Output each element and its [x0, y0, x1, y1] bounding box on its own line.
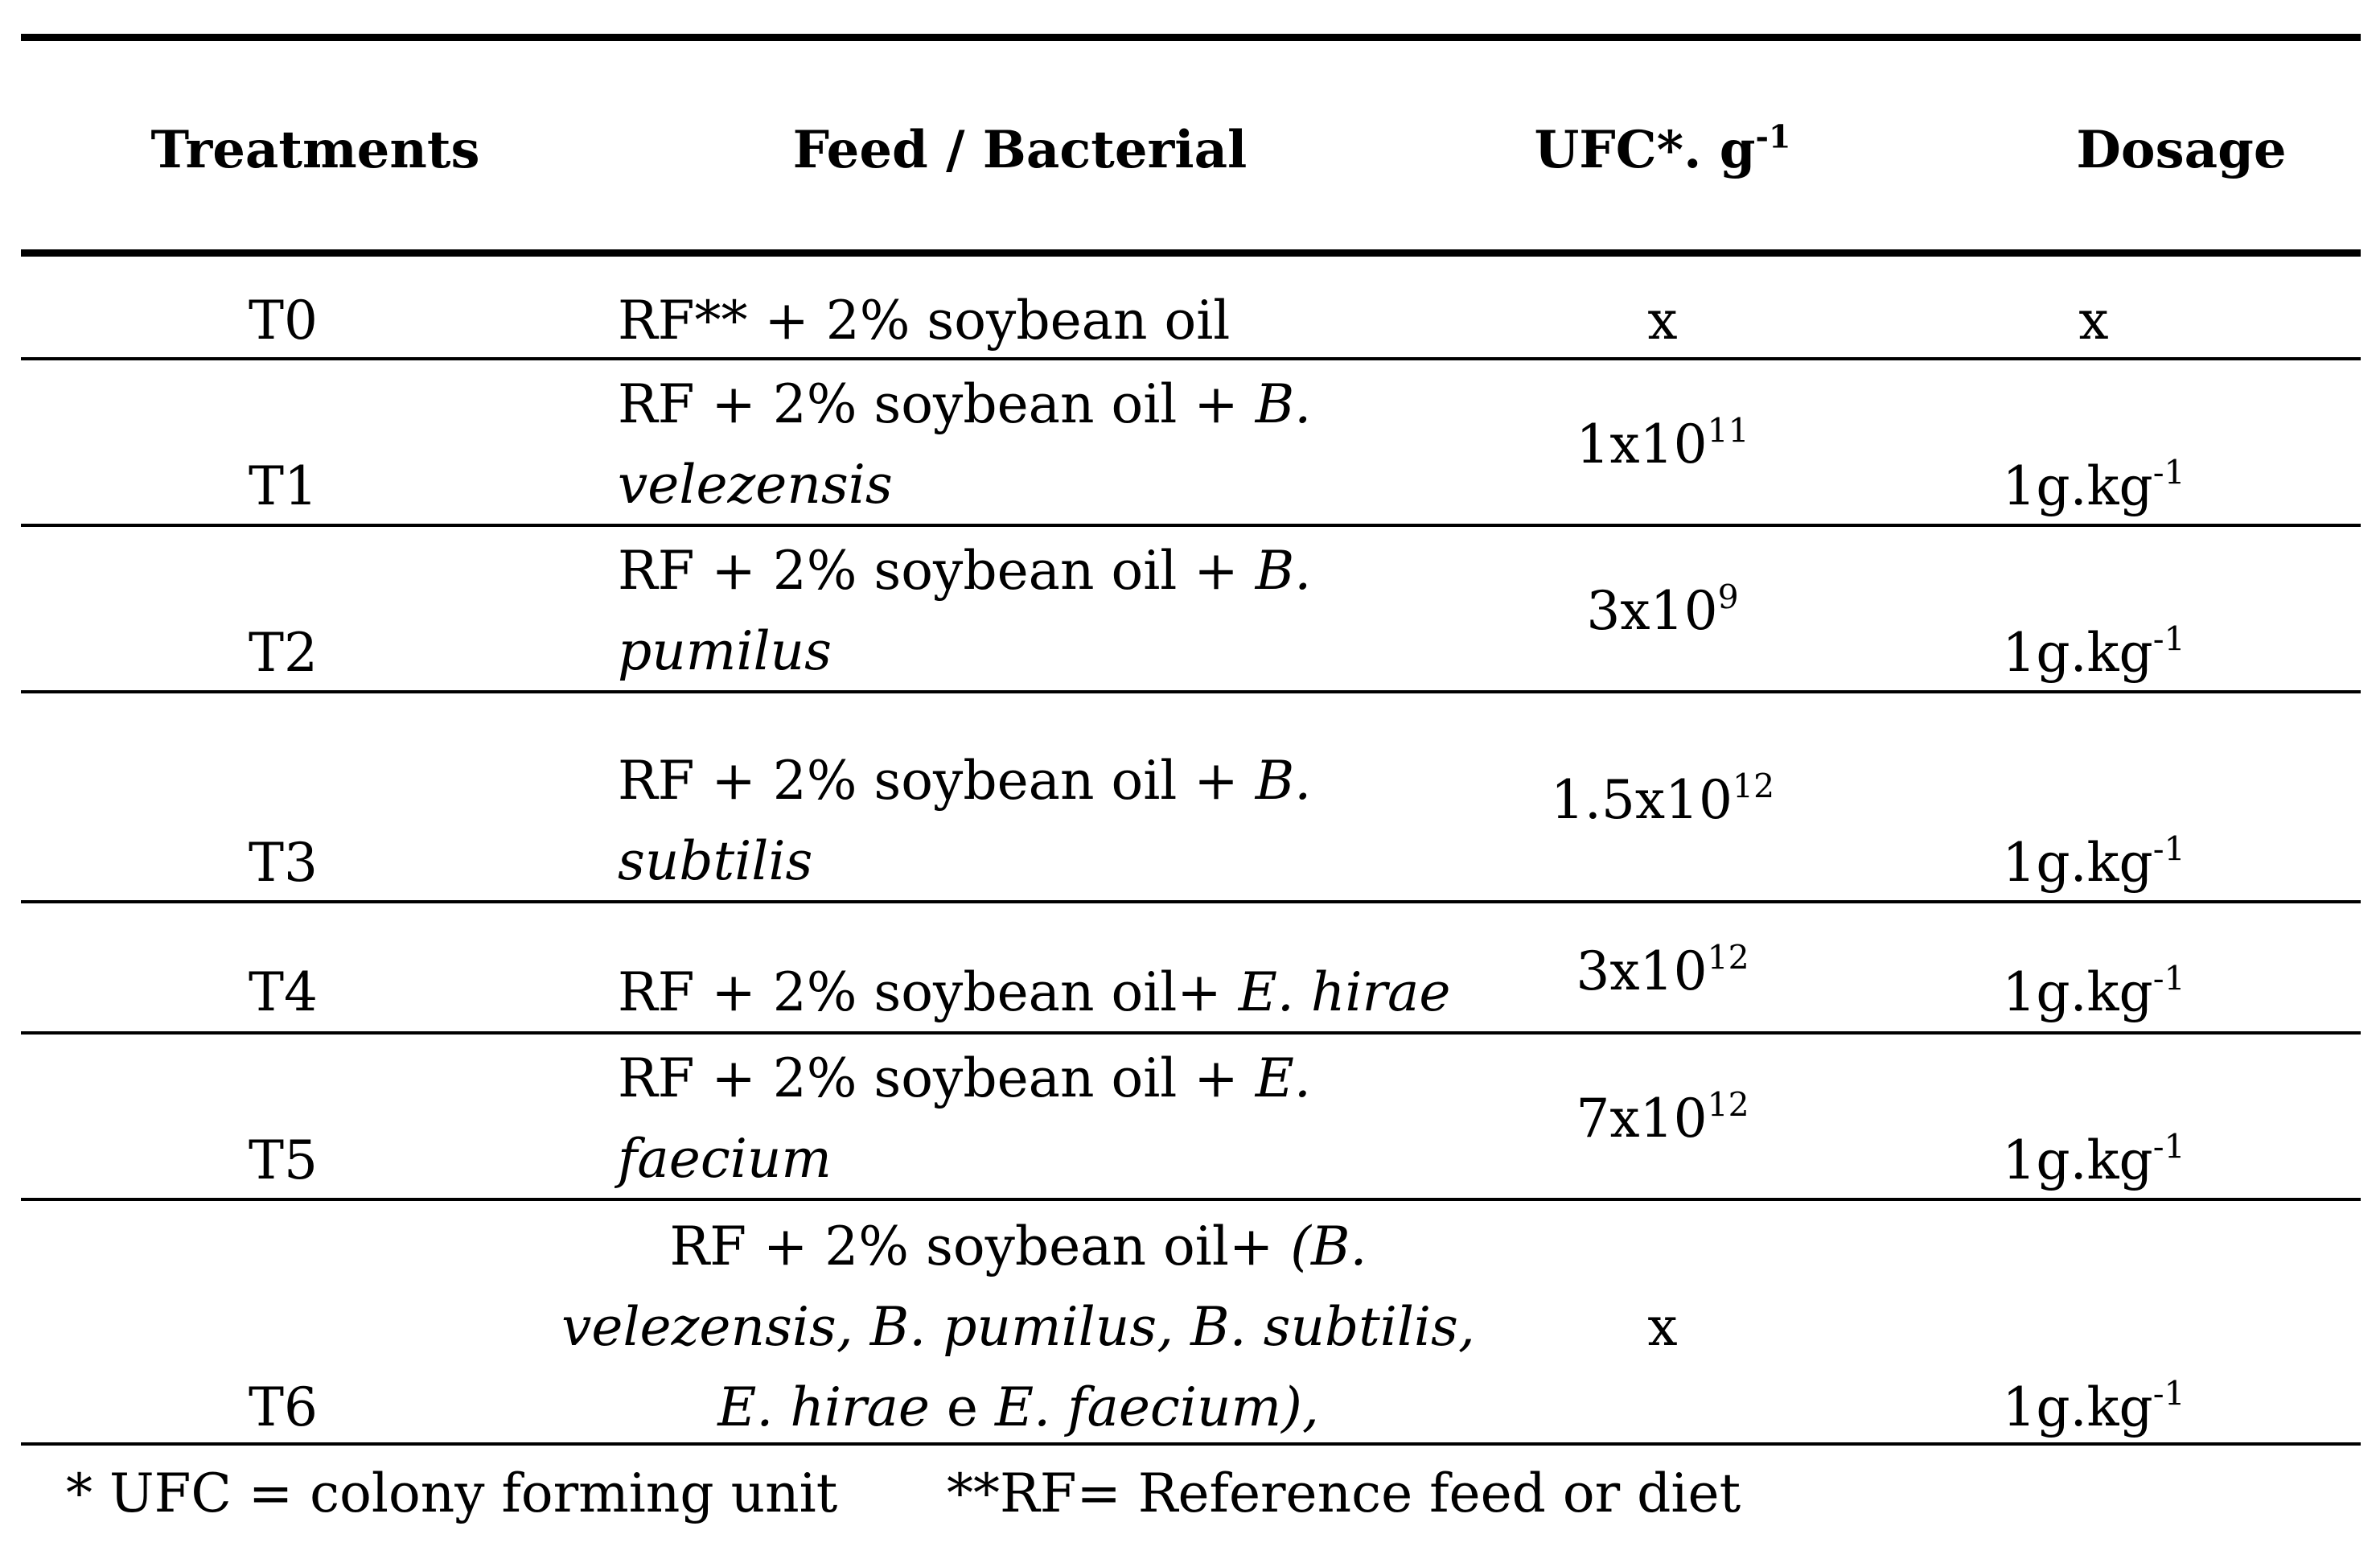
cell-ufc-t6: x	[1647, 1296, 1678, 1358]
cell-ufc-t3-base: 1.5x10	[1550, 769, 1733, 831]
cell-feed-t3-line1	[618, 750, 1312, 812]
cell-feed-t2-line1	[618, 540, 1312, 602]
cell-dosage-t4	[2002, 959, 2185, 1023]
cell-treatment-t2: T2	[248, 622, 319, 684]
cell-feed-t5-prefix: RF + 2% soybean oil +	[618, 1047, 1256, 1109]
cell-dosage-t2	[2002, 619, 2185, 684]
cell-ufc-t2-exponent: 9	[1717, 578, 1739, 617]
cell-dosage-t6	[2002, 1374, 2185, 1438]
row-divider-t4	[21, 1031, 2361, 1035]
cell-feed-t1-line2: velezensis	[618, 454, 893, 516]
cell-dosage-t5-base: 1g.kg	[2002, 1129, 2153, 1191]
table-bottom-rule	[21, 1442, 2361, 1446]
cell-treatment-t1: T1	[248, 455, 319, 517]
cell-treatment-t0: T0	[248, 290, 319, 352]
cell-dosage-t1-base: 1g.kg	[2002, 455, 2153, 517]
cell-ufc-t3	[1550, 767, 1775, 831]
cell-treatment-t5: T5	[248, 1129, 319, 1191]
row-divider-t2	[21, 690, 2361, 693]
cell-ufc-t1-base: 1x10	[1576, 413, 1708, 475]
cell-feed-t2-genus: B.	[1255, 540, 1312, 602]
cell-dosage-t2-base: 1g.kg	[2002, 622, 2153, 684]
cell-ufc-t3-exponent: 12	[1733, 767, 1775, 806]
cell-feed-t5-genus: E.	[1255, 1047, 1311, 1109]
cell-feed-t6-line2: velezensis, B. pumilus, B. subtilis,	[561, 1296, 1475, 1358]
cell-dosage-t6-exponent: -1	[2152, 1374, 2185, 1413]
cell-feed-t0: RF** + 2% soybean oil	[618, 290, 1231, 352]
header-ufc-base: UFC*. g	[1534, 120, 1756, 180]
cell-dosage-t0: x	[2078, 290, 2109, 352]
cell-feed-t3-line2: subtilis	[618, 830, 813, 892]
cell-feed-t3-prefix: RF + 2% soybean oil +	[618, 750, 1256, 812]
cell-feed-t5-line2: faecium	[618, 1128, 832, 1190]
cell-ufc-t0: x	[1647, 290, 1678, 352]
header-ufc-exponent: -1	[1755, 118, 1791, 156]
cell-dosage-t5	[2002, 1127, 2185, 1191]
cell-dosage-t6-base: 1g.kg	[2002, 1376, 2153, 1438]
cell-treatment-t3: T3	[248, 832, 319, 894]
cell-feed-t6-species-b: E. faecium),	[994, 1376, 1319, 1438]
cell-feed-t6-line1	[669, 1216, 1367, 1277]
cell-feed-t2-line2: pumilus	[618, 620, 832, 682]
cell-ufc-t5-base: 7x10	[1576, 1088, 1708, 1150]
header-bottom-rule	[21, 249, 2361, 257]
header-ufc	[1534, 118, 1791, 180]
table-top-rule	[21, 34, 2361, 41]
cell-feed-t4	[618, 961, 1451, 1023]
cell-dosage-t1	[2002, 453, 2185, 517]
cell-feed-t6-genus: (B.	[1290, 1216, 1367, 1277]
cell-treatment-t4: T4	[248, 961, 319, 1023]
cell-feed-t6-prefix: RF + 2% soybean oil+	[669, 1216, 1291, 1277]
cell-ufc-t4-exponent: 12	[1707, 938, 1749, 977]
cell-ufc-t1-exponent: 11	[1707, 411, 1749, 450]
cell-dosage-t3	[2002, 829, 2185, 894]
row-divider-t1	[21, 524, 2361, 527]
cell-ufc-t2-base: 3x10	[1586, 580, 1718, 642]
cell-feed-t5-line1	[618, 1047, 1311, 1109]
cell-feed-t6-line3	[717, 1376, 1319, 1438]
cell-feed-t2-prefix: RF + 2% soybean oil +	[618, 540, 1256, 602]
cell-ufc-t5-exponent: 12	[1707, 1085, 1749, 1125]
cell-feed-t3-genus: B.	[1255, 750, 1312, 812]
cell-feed-t1-prefix: RF + 2% soybean oil +	[618, 373, 1256, 435]
header-feed-bacterial: Feed / Bacterial	[792, 120, 1248, 180]
cell-feed-t6-conjunction: e	[929, 1376, 995, 1438]
cell-ufc-t1	[1576, 411, 1749, 475]
cell-dosage-t3-exponent: -1	[2152, 829, 2185, 869]
footnote-ufc: * UFC = colony forming unit	[66, 1462, 838, 1524]
cell-ufc-t2	[1586, 578, 1739, 642]
cell-ufc-t4-base: 3x10	[1576, 940, 1708, 1002]
row-divider-t3	[21, 900, 2361, 903]
cell-dosage-t3-base: 1g.kg	[2002, 832, 2153, 894]
cell-feed-t1-line1	[618, 373, 1312, 435]
footnote-rf: **RF= Reference feed or diet	[947, 1462, 1741, 1524]
cell-feed-t4-prefix: RF + 2% soybean oil+	[618, 961, 1239, 1023]
header-dosage: Dosage	[2076, 120, 2287, 180]
row-divider-t5	[21, 1198, 2361, 1201]
cell-dosage-t5-exponent: -1	[2152, 1127, 2185, 1166]
cell-dosage-t1-exponent: -1	[2152, 453, 2185, 492]
cell-treatment-t6: T6	[248, 1376, 319, 1438]
cell-dosage-t2-exponent: -1	[2152, 619, 2185, 659]
cell-dosage-t4-exponent: -1	[2152, 959, 2185, 998]
cell-feed-t1-genus: B.	[1255, 373, 1312, 435]
cell-feed-t4-species: E. hirae	[1238, 961, 1451, 1023]
cell-feed-t6-species-a: E. hirae	[717, 1376, 930, 1438]
header-treatments: Treatments	[150, 120, 480, 180]
cell-ufc-t5	[1576, 1085, 1749, 1150]
row-divider-t0	[21, 357, 2361, 360]
cell-ufc-t4	[1576, 938, 1749, 1002]
cell-dosage-t4-base: 1g.kg	[2002, 961, 2153, 1023]
